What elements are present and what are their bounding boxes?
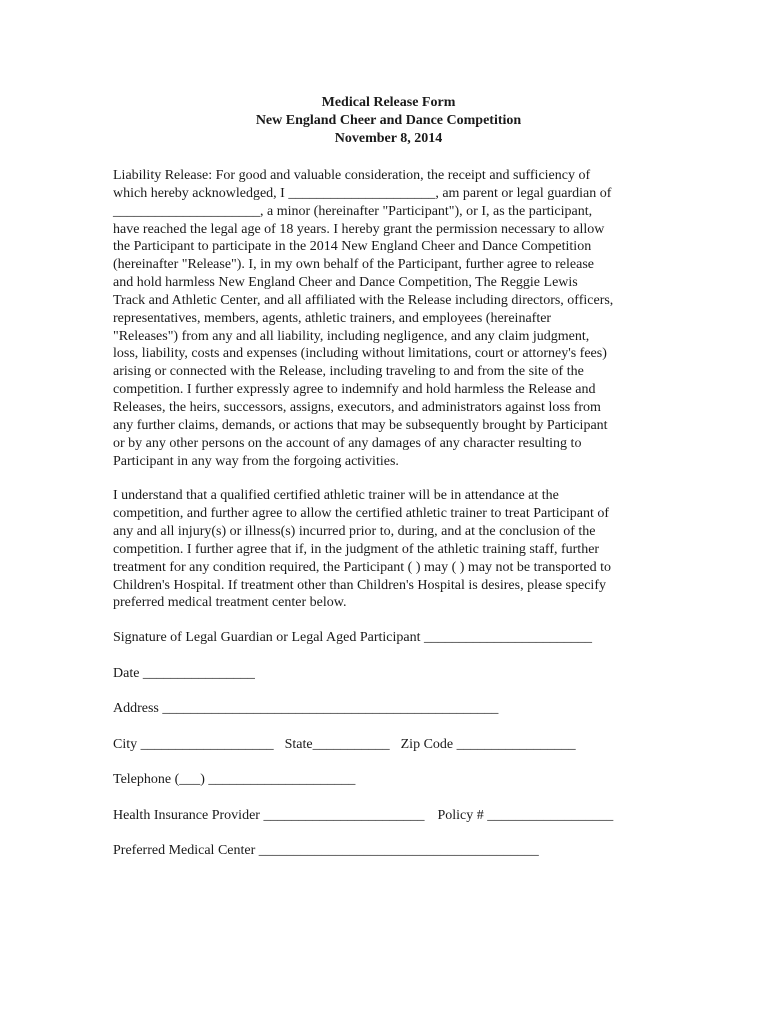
- signature-field[interactable]: Signature of Legal Guardian or Legal Aged Participant ________________________: [113, 630, 593, 646]
- paragraph-line: competition, and further agree to allow the certified athletic trainer to treat Participant of: [113, 506, 610, 522]
- paragraph-line: arising or connected with the Release, including traveling to and from the site of the: [113, 364, 584, 380]
- paragraph-line: any further claims, demands, or actions that may be subsequently brought by Participant: [113, 417, 608, 433]
- policy-number-field[interactable]: Policy # __________________: [437, 807, 614, 823]
- preferred-medical-center-field[interactable]: Preferred Medical Center ________________________________________: [113, 843, 539, 859]
- paragraph-line: treatment for any condition required, the Participant ( ) may ( ) may not be transported to: [113, 559, 612, 575]
- city-field[interactable]: City ___________________: [113, 736, 274, 752]
- form-header: [114, 94, 663, 148]
- state-field[interactable]: State___________: [284, 736, 390, 752]
- paragraph-line: or by any other persons on the account of any damages of any character resulting to: [113, 435, 582, 451]
- paragraph-line: preferred medical treatment center below.: [113, 595, 347, 611]
- insurance-policy-row: [113, 807, 663, 825]
- paragraph-line: Releases, the heirs, successors, assigns, executors, and administrators against loss from: [113, 399, 601, 415]
- paragraph-line: Children's Hospital. If treatment other than Children's Hospital is desires, please specify: [113, 577, 606, 593]
- paragraph-line: which hereby acknowledged, I _____________________, am parent or legal guardian of: [113, 185, 612, 201]
- paragraph-line: (hereinafter "Release"). I, in my own behalf of the Participant, further agree to release: [113, 257, 594, 273]
- paragraph-line: loss, liability, costs and expenses (including without limitations, court or attorney's fees): [113, 346, 607, 362]
- paragraph-line: representatives, members, agents, athletic trainers, and employees (hereinafter: [113, 310, 552, 326]
- paragraph-line: Liability Release: For good and valuable consideration, the receipt and sufficiency of: [113, 168, 591, 183]
- paragraph-line: Participant in any way from the forgoing activities.: [113, 453, 399, 469]
- event-name: New England Cheer and Dance Competition: [255, 113, 522, 128]
- insurance-provider-field[interactable]: Health Insurance Provider _______________________: [113, 807, 425, 823]
- release-form-page: [113, 94, 663, 860]
- telephone-field[interactable]: Telephone (___) _____________________: [113, 772, 356, 788]
- address-field[interactable]: Address ________________________________________________: [113, 701, 499, 717]
- paragraph-line: any and all injury(s) or illness(s) incurred prior to, during, and at the conclusion of the: [113, 524, 596, 540]
- liability-release-paragraph: [113, 167, 663, 470]
- date-field[interactable]: Date ________________: [113, 665, 255, 681]
- city-state-zip-row: [113, 736, 663, 754]
- paragraph-line: _____________________, a minor (hereinafter "Participant"), or I, as the participant,: [113, 203, 593, 219]
- paragraph-line: and hold harmless New England Cheer and Dance Competition, The Reggie Lewis: [113, 275, 578, 291]
- paragraph-line: competition. I further agree that if, in the judgment of the athletic training staff, further: [113, 541, 600, 557]
- zip-field[interactable]: Zip Code _________________: [400, 736, 576, 752]
- event-date: November 8, 2014: [334, 131, 443, 146]
- paragraph-line: the Participant to participate in the 2014 New England Cheer and Dance Competition: [113, 239, 592, 255]
- treatment-consent-paragraph: [113, 487, 663, 612]
- paragraph-line: have reached the legal age of 18 years. I hereby grant the permission necessary to allow: [113, 221, 605, 237]
- paragraph-line: I understand that a qualified certified athletic trainer will be in attendance at the: [113, 488, 559, 504]
- paragraph-line: Track and Athletic Center, and all affiliated with the Release including directors, officers,: [113, 292, 614, 308]
- paragraph-line: "Releases") from any and all liability, including negligence, and any claim judgment,: [113, 328, 590, 344]
- form-title: Medical Release Form: [321, 95, 456, 110]
- paragraph-line: competition. I further expressly agree to indemnify and hold harmless the Release and: [113, 382, 596, 398]
